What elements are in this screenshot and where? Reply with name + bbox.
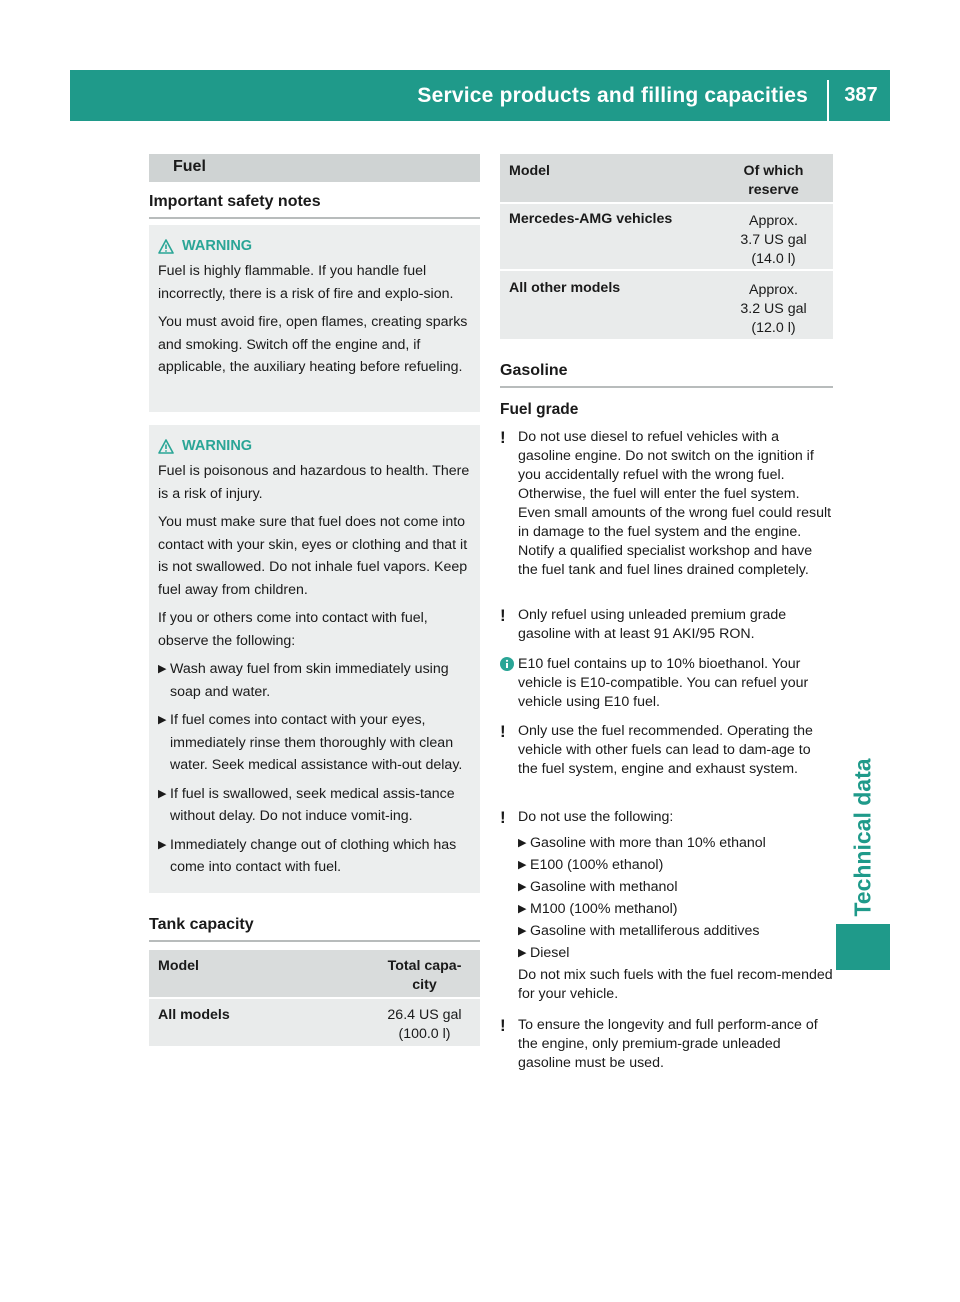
exclamation-icon: ! — [500, 808, 506, 827]
list-item: ▶ Gasoline with methanol — [518, 879, 678, 895]
column-header-total-capacity: Total capa-city — [369, 950, 480, 997]
cell-reserve: Approx. 3.7 US gal (14.0 l) — [714, 204, 833, 269]
table-header-row — [500, 154, 833, 202]
warning-box-poisonous — [149, 425, 480, 893]
exclamation-icon: ! — [500, 1016, 506, 1035]
header-title: Service products and filling capacities — [417, 83, 808, 107]
note-do-not-use: ! Do not use the following: ▶ Gasoline with more than 10% ethanol ▶ E100 (100% ethanol) ▶ Gasoline with methanol ▶ M100 (100% methanol) ▶ Gasoline with metalliferous additives ▶ Diesel Do not mix such fuels with the fuel recom-mended for your vehicle. — [500, 808, 833, 1002]
list-item: ▶ Immediately change out of clothing which has come into contact with fuel. — [158, 834, 471, 879]
cell-model: All other models — [500, 271, 714, 339]
list-item: ▶ M100 (100% methanol) — [518, 901, 678, 917]
warning-label: WARNING — [182, 237, 253, 254]
exclamation-icon: ! — [500, 606, 506, 625]
side-tab-marker — [836, 924, 890, 970]
note-premium-grade: ! Only refuel using unleaded premium grade gasoline with at least 91 AKI/95 RON. — [500, 606, 787, 642]
column-header-reserve: Of which reserve — [714, 154, 833, 202]
warning-label: WARNING — [182, 437, 253, 454]
note-diesel: ! Do not use diesel to refuel vehicles with a gasoline engine. Do not switch on the ignition if you accidentally refuel with the wrong fuel. Otherwise, the fuel will enter the fuel system. Even small amounts of the wrong fuel could result in damage to the fuel system and the engine. Notify a qualified specialist workshop and have the fuel tank and fuel lines drained completely. — [500, 428, 832, 578]
heading-rule — [149, 940, 480, 942]
subheading-fuel-grade: Fuel grade — [500, 401, 579, 418]
column-header-model: Model — [149, 950, 369, 997]
note-longevity: ! To ensure the longevity and full perform-ance of the engine, only premium-grade unleaded gasoline must be used. — [500, 1016, 818, 1071]
header-divider — [827, 80, 829, 121]
heading-gasoline: Gasoline — [500, 362, 568, 379]
heading-tank-capacity: Tank capacity — [149, 916, 254, 933]
warning-text: Fuel is highly flammable. If you handle fuel incorrectly, there is a risk of fire and explo-sion. — [158, 263, 454, 302]
bullet-icon: ▶ — [518, 837, 527, 849]
info-icon — [500, 655, 518, 712]
table-header-row — [149, 950, 480, 997]
list-item: ▶ Diesel — [518, 945, 570, 961]
list-item: ▶ E100 (100% ethanol) — [518, 857, 664, 873]
warning-box-flammable — [149, 225, 480, 412]
list-item: ▶ If fuel comes into contact with your eyes, immediately rinse them thoroughly with clean water. Seek medical assistance with-out delay. — [158, 709, 471, 777]
exclamation-icon: ! — [500, 428, 506, 447]
page-number: 387 — [844, 84, 878, 106]
list-item: ▶ Gasoline with more than 10% ethanol — [518, 835, 766, 851]
tank-capacity-table — [149, 950, 480, 1046]
list-item: ▶ Gasoline with metalliferous additives — [518, 923, 760, 939]
warning-text: You must avoid fire, open flames, creating sparks and smoking. Switch off the engine and, if applicable, the auxiliary heating before refueling. — [158, 314, 468, 375]
warning-text: If you or others come into contact with fuel, observe the following: — [158, 610, 428, 649]
side-tab-label: Technical data — [849, 757, 876, 917]
warning-text: You must make sure that fuel does not come into contact with your skin, eyes or clothing and that it is not swallowed. Do not inhale fuel vapors. Keep fuel away from children. — [158, 514, 468, 598]
warning-header — [158, 235, 471, 257]
bullet-icon: ▶ — [158, 714, 167, 726]
side-tab — [836, 750, 890, 924]
list-item: ▶ Wash away fuel from skin immediately using soap and water. — [158, 658, 471, 703]
list-item: ▶ If fuel is swallowed, seek medical assis-tance without delay. Do not induce vomit-ing. — [158, 783, 471, 828]
column-header-model: Model — [500, 154, 714, 202]
heading-rule — [500, 386, 833, 388]
cell-model: All models — [149, 999, 369, 1046]
warning-triangle-icon — [158, 439, 174, 454]
cell-capacity: 26.4 US gal (100.0 l) — [369, 999, 480, 1046]
heading-safety-notes: Important safety notes — [149, 193, 321, 210]
warning-header — [158, 435, 471, 457]
bullet-icon: ▶ — [158, 663, 167, 675]
bullet-icon: ▶ — [518, 859, 527, 871]
info-e10: E10 fuel contains up to 10% bioethanol. Your vehicle is E10-compatible. You can refuel your vehicle using E10 fuel. — [500, 655, 833, 712]
warning-triangle-icon — [158, 239, 174, 254]
bullet-icon: ▶ — [518, 903, 527, 915]
note-recommended-fuel: ! Only use the fuel recommended. Operating the vehicle with other fuels can lead to dam-age to the fuel system, engine and exhaust system. — [500, 722, 813, 777]
bullet-icon: ▶ — [158, 838, 167, 851]
reserve-table — [500, 154, 833, 339]
table-row — [500, 271, 833, 339]
table-row — [149, 999, 480, 1046]
bullet-icon: ▶ — [518, 881, 527, 893]
bullet-icon: ▶ — [518, 947, 527, 959]
page-header — [70, 70, 890, 121]
heading-rule — [149, 217, 480, 219]
section-bar-fuel: Fuel — [149, 154, 480, 182]
warning-text: Fuel is poisonous and hazardous to health. There is a risk of injury. — [158, 463, 470, 502]
exclamation-icon: ! — [500, 722, 506, 741]
cell-model: Mercedes-AMG vehicles — [500, 204, 714, 269]
cell-reserve: Approx. 3.2 US gal (12.0 l) — [714, 271, 833, 339]
bullet-icon: ▶ — [518, 925, 527, 937]
table-row — [500, 204, 833, 269]
bullet-icon: ▶ — [158, 787, 167, 800]
